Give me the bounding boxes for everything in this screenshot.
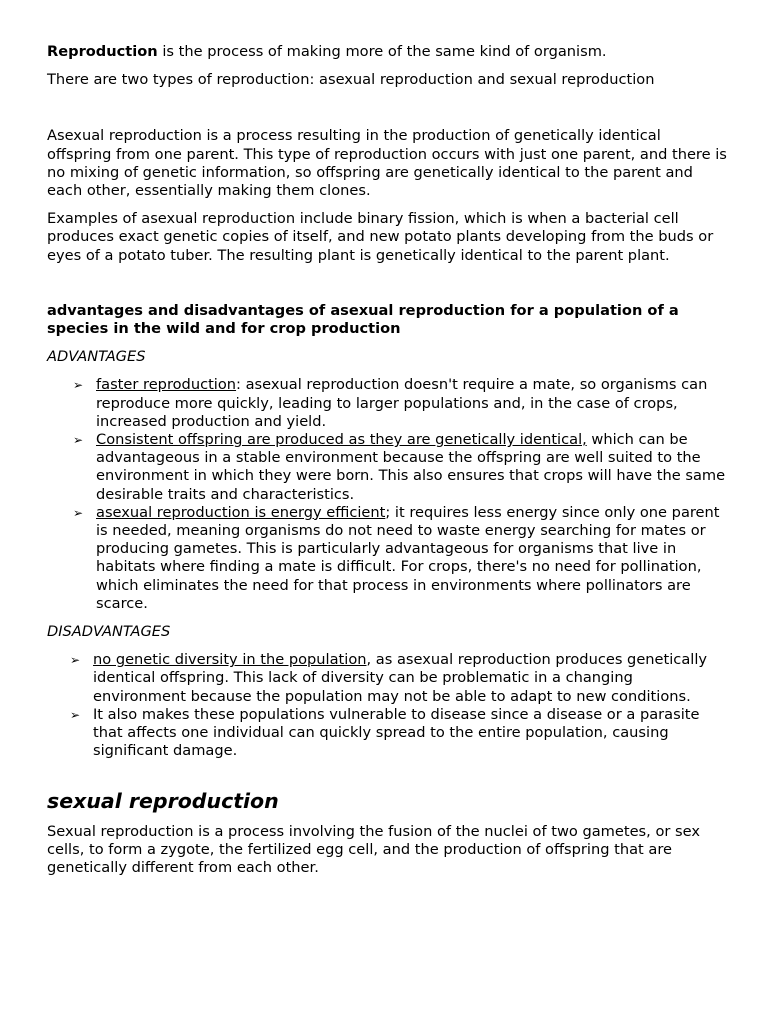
- advantage-item-energy-efficient: [47, 504, 727, 613]
- advantages-list: [47, 376, 727, 613]
- disadvantage-item-disease-vulnerability: [47, 706, 727, 761]
- sexual-reproduction-heading: sexual reproduction: [47, 788, 279, 813]
- advantage-key-phrase: Consistent offspring are produced as they are genetically identical,: [96, 431, 587, 449]
- advantage-key-phrase: asexual reproduction is energy efficient: [96, 503, 386, 521]
- disadvantage-explanation: It also makes these populations vulnerable to disease since a disease or a parasite that affects one individual can quickly spread to the entire population, causing significant damage.: [93, 705, 700, 760]
- advantages-label: ADVANTAGES: [47, 348, 146, 366]
- disadvantage-item-no-genetic-diversity: [47, 651, 727, 706]
- arrow-bullet-icon: ➢: [70, 707, 81, 722]
- advantage-item-faster-reproduction: [47, 376, 727, 431]
- disadvantage-key-phrase: no genetic diversity in the population: [93, 651, 367, 669]
- disadvantage-explanation: , as asexual reproduction produces genetically identical offspring. This lack of diversity can be problematic in a changing environment because the population may not be able to adapt to new conditions.: [93, 651, 708, 705]
- arrow-bullet-icon: ➢: [73, 433, 84, 448]
- sexual-reproduction-paragraph: Sexual reproduction is a process involving the fusion of the nuclei of two gametes, or sex cells, to form a zygote, the fertilized egg cell, and the production of offspring that are genetically different from each other.: [47, 822, 700, 876]
- advantages-disadvantages-heading: advantages and disadvantages of asexual reproduction for a population of a species in the wild and for crop production: [47, 301, 679, 338]
- intro-definition: is the process of making more of the same kind of organism.: [157, 43, 607, 60]
- arrow-bullet-icon: ➢: [73, 505, 84, 520]
- advantage-item-consistent-offspring: [47, 431, 727, 504]
- advantage-key-phrase: faster reproduction: [96, 376, 237, 394]
- asexual-paragraph-2: Examples of asexual reproduction include binary fission, which is when a bacterial cell produces exact genetic copies of itself, and new potato plants developing from the buds or eyes of a potato tuber. The resulting plant is genetically identical to the parent plant.: [47, 210, 714, 264]
- types-paragraph: There are two types of reproduction: asexual reproduction and sexual reproduction: [47, 71, 655, 89]
- arrow-bullet-icon: ➢: [73, 378, 84, 393]
- disadvantages-list: [47, 651, 727, 760]
- disadvantages-label: DISADVANTAGES: [47, 623, 171, 641]
- advantage-explanation: : asexual reproduction doesn't require a mate, so organisms can reproduce more quickly, leading to larger populations and, in the case of crops, increased production and yield.: [96, 376, 708, 430]
- document-page: [47, 43, 727, 877]
- intro-term: Reproduction: [47, 43, 158, 60]
- intro-paragraph: [47, 43, 727, 61]
- arrow-bullet-icon: ➢: [70, 653, 81, 668]
- asexual-paragraph-1: Asexual reproduction is a process resulting in the production of genetically identical offspring from one parent. This type of reproduction occurs with just one parent, and there is no mixing of genetic information, so offspring are genetically identical to the parent and each other, essentially making them clones.: [47, 127, 727, 200]
- advantage-explanation: ; it requires less energy since only one parent is needed, meaning organisms do not need to waste energy searching for mates or producing gametes. This is particularly advantageous for organisms that live in habitats where finding a mate is difficult. For crops, there's no need for pollination, which eliminates the need for that process in environments where pollinators are scarce.: [96, 503, 720, 612]
- advantage-explanation: which can be advantageous in a stable environment because the offspring are well suited to the environment in which they were born. This also ensures that crops will have the same desirable traits and characteristics.: [96, 431, 726, 503]
